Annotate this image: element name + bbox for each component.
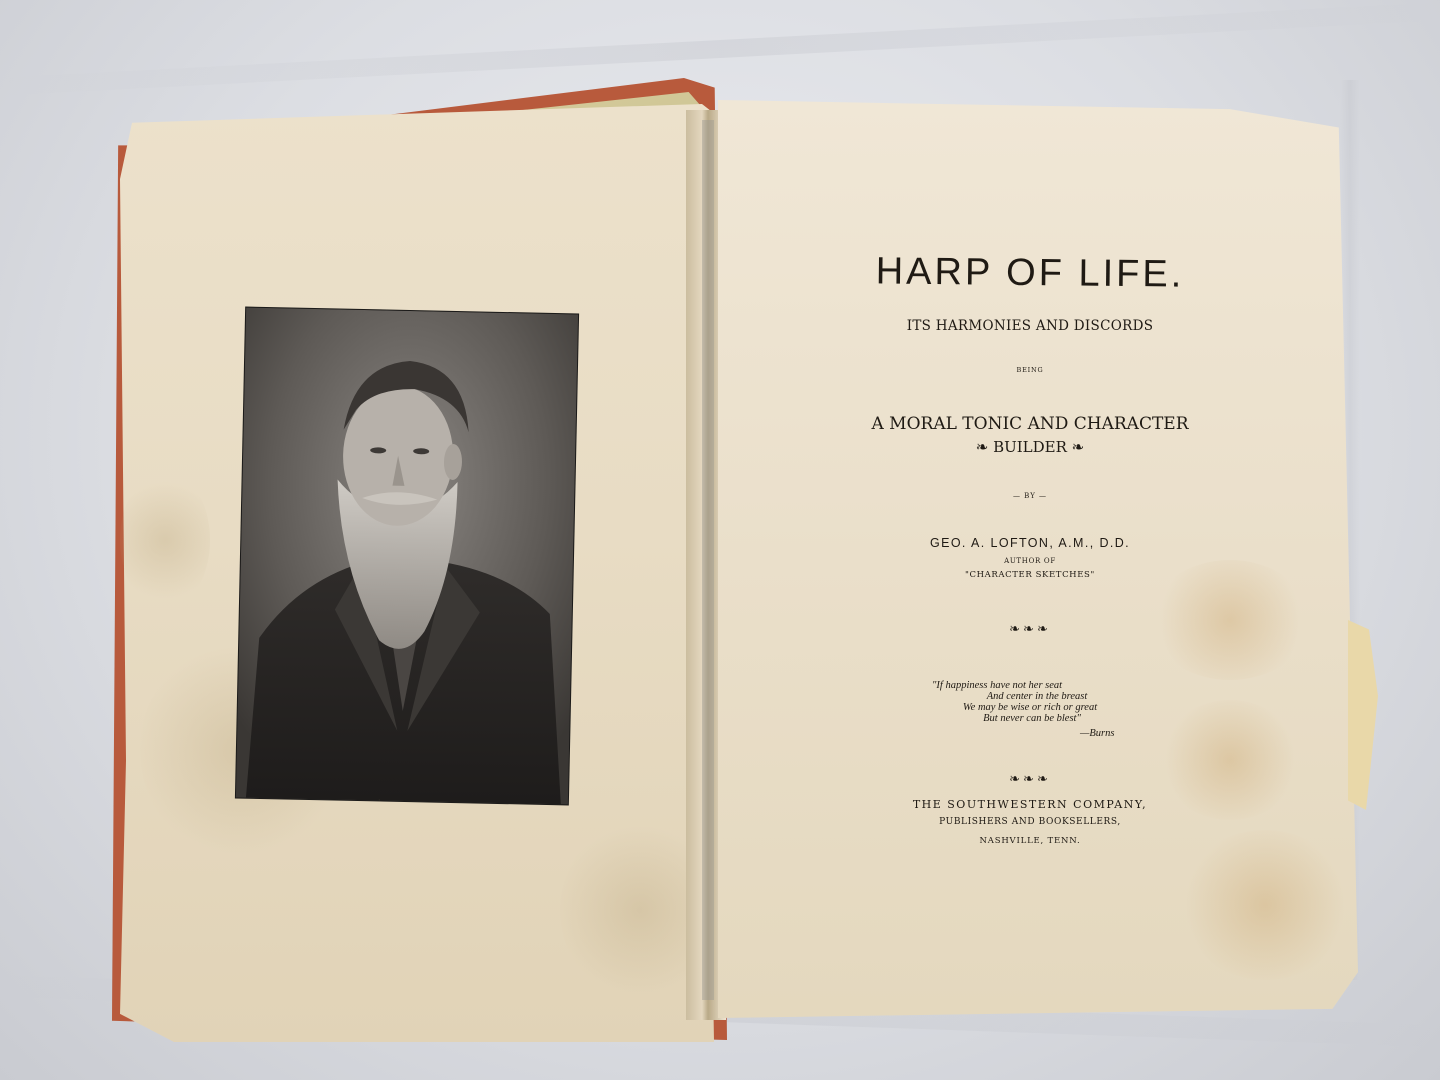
publisher-description: PUBLISHERS AND BOOKSELLERS, bbox=[939, 817, 1121, 827]
page-stain bbox=[1180, 830, 1350, 980]
binding-threads bbox=[702, 120, 714, 1000]
author-name: GEO. A. LOFTON, A.M., D.D. bbox=[929, 536, 1131, 550]
epigraph-line: "If happiness have not her seat bbox=[932, 680, 1063, 691]
frontispiece-mark: · bbox=[378, 796, 381, 805]
portrait-drawing bbox=[236, 308, 578, 805]
epigraph-line: And center in the breast bbox=[986, 691, 1088, 702]
author-portrait bbox=[236, 308, 578, 805]
publisher-name: THE SOUTHWESTERN COMPANY, bbox=[912, 798, 1148, 811]
being-label: BEING bbox=[1016, 366, 1044, 374]
previous-work: "CHARACTER SKETCHES" bbox=[965, 570, 1095, 580]
loose-page-edge bbox=[1348, 620, 1378, 810]
epigraph-line: We may be wise or rich or great bbox=[962, 702, 1098, 713]
page-stain bbox=[120, 470, 210, 610]
tagline: A MORAL TONIC AND CHARACTER bbox=[871, 414, 1189, 434]
tagline-continued: ❧ BUILDER ❧ bbox=[975, 438, 1085, 456]
ornament-top: ❧❧❧ bbox=[1009, 622, 1051, 637]
by-label: — BY — bbox=[1012, 492, 1048, 500]
epigraph-attribution: —Burns bbox=[1080, 728, 1115, 739]
epigraph bbox=[930, 680, 1130, 724]
book-title: HARP OF LIFE. bbox=[875, 250, 1185, 296]
book-subtitle: ITS HARMONIES AND DISCORDS bbox=[906, 318, 1154, 334]
author-of-label: AUTHOR OF bbox=[1004, 557, 1056, 565]
ornament-bottom: ❧❧❧ bbox=[1009, 772, 1051, 787]
epigraph-line: But never can be blest" bbox=[983, 713, 1081, 724]
publisher-city: NASHVILLE, TENN. bbox=[979, 836, 1081, 846]
